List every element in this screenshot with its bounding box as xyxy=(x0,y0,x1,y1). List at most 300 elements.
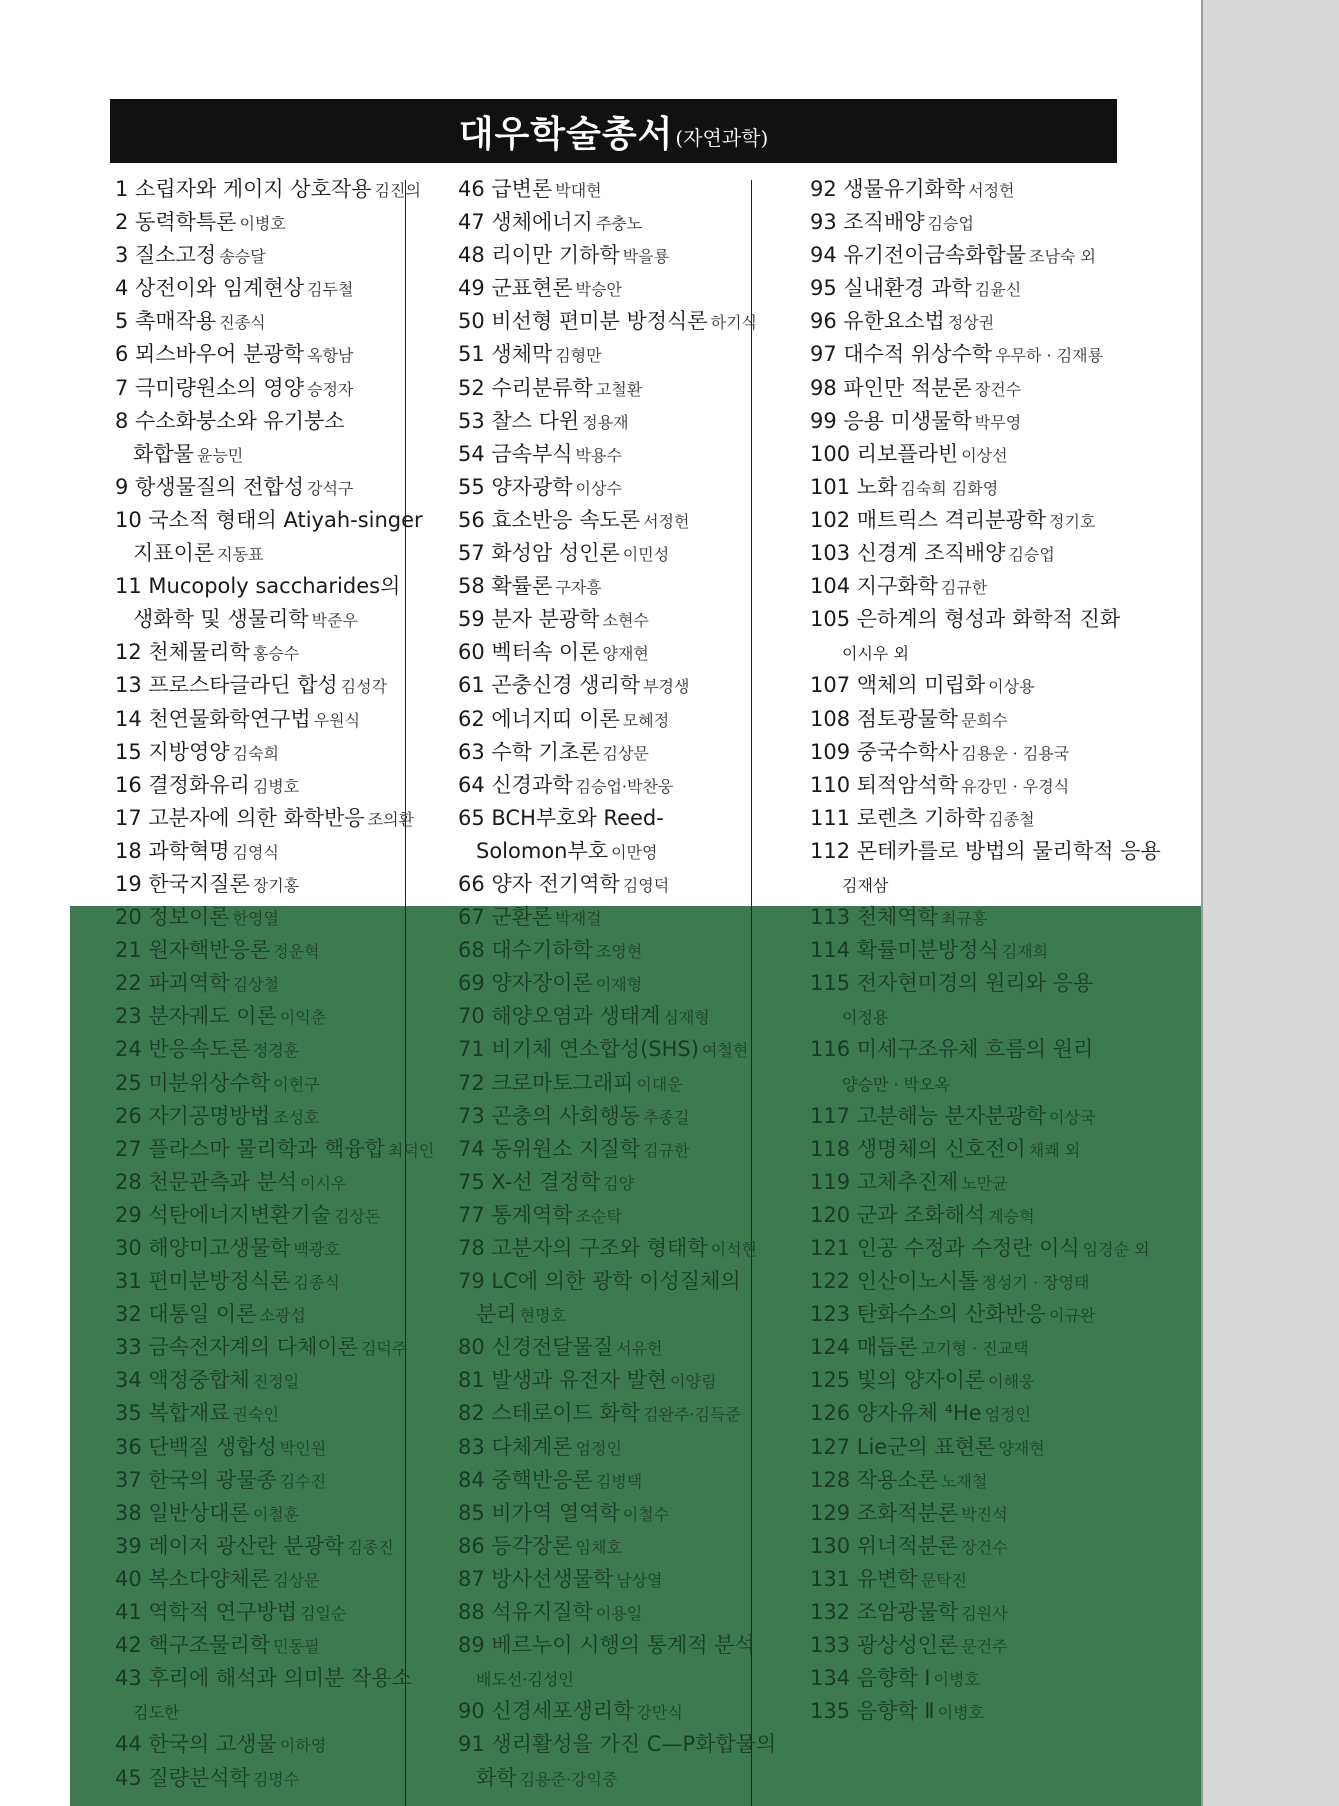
book-title: 43 후리에 해석과 의미분 작용소 xyxy=(115,1666,412,1691)
book-entry xyxy=(458,1033,758,1066)
book-entry xyxy=(115,769,405,802)
book-entry xyxy=(810,1033,1140,1066)
book-author: 정성기 · 장영태 xyxy=(981,1273,1090,1293)
book-title: 85 비가역 열역학 xyxy=(458,1500,620,1525)
book-author: 조영현 xyxy=(595,942,643,962)
book-author: 문건주 xyxy=(961,1637,1008,1657)
book-author: 주충노 xyxy=(595,214,643,234)
book-title: 102 매트릭스 격리분광학 xyxy=(810,507,1047,532)
book-title: 64 신경과학 xyxy=(458,772,573,797)
book-entry xyxy=(810,173,1140,206)
book-entry xyxy=(115,570,405,603)
book-title: 28 천문관측과 분석 xyxy=(115,1169,298,1194)
book-entry xyxy=(810,1662,1140,1695)
book-title: 21 원자핵반응론 xyxy=(115,938,271,963)
book-entry xyxy=(810,1464,1140,1497)
book-author: 조의환 xyxy=(367,809,414,829)
book-author: 이시우 xyxy=(300,1173,347,1193)
book-title: 45 질량분석학 xyxy=(115,1765,250,1790)
book-author: 김수진 xyxy=(279,1471,327,1491)
book-entry xyxy=(458,1530,758,1563)
book-entry xyxy=(458,1728,777,1761)
book-author: 김규한 xyxy=(643,1140,690,1160)
book-title: 22 파괴역학 xyxy=(115,971,230,996)
book-title: 68 대수기하학 xyxy=(458,938,593,963)
book-entry xyxy=(458,1397,758,1430)
book-author: 김영식 xyxy=(232,842,279,862)
book-title: 5 촉매작용 xyxy=(115,309,217,334)
book-entry xyxy=(458,636,758,669)
book-title: 93 조직배양 xyxy=(810,210,925,235)
book-entry xyxy=(115,1464,405,1497)
book-title: 48 리이만 기하학 xyxy=(458,243,620,268)
book-title: 9 항생물질의 전합성 xyxy=(115,474,304,499)
book-title: 57 화성암 성인론 xyxy=(458,541,620,566)
column-divider xyxy=(405,180,406,1806)
book-title: 23 분자궤도 이론 xyxy=(115,1004,277,1029)
book-title: 103 신경계 조직배양 xyxy=(810,541,1006,566)
book-author: 김두철 xyxy=(307,280,354,300)
book-title: 배도선·김성인 xyxy=(476,1670,574,1690)
book-author: 김일순 xyxy=(300,1604,347,1624)
book-title: 87 방사선생물학 xyxy=(458,1566,614,1591)
book-entry xyxy=(115,1530,405,1563)
book-title: 113 천체역학 xyxy=(810,905,938,930)
book-entry xyxy=(115,372,405,405)
book-author: 김승업·박찬웅 xyxy=(575,776,674,796)
book-entry xyxy=(810,504,1140,537)
book-title: 44 한국의 고생물 xyxy=(115,1732,277,1757)
book-entry xyxy=(115,1662,412,1695)
book-title: 130 위너적분론 xyxy=(810,1533,959,1558)
book-author: 이상선 xyxy=(961,445,1008,465)
book-author: 현명호 xyxy=(519,1306,566,1326)
book-entry xyxy=(810,769,1140,802)
book-author: 우원식 xyxy=(313,710,361,730)
book-entry xyxy=(115,1232,405,1265)
book-author: 윤능민 xyxy=(196,445,244,465)
book-author: 문희수 xyxy=(961,710,1008,730)
book-title: 38 일반상대론 xyxy=(115,1500,250,1525)
book-author: 노재철 xyxy=(940,1471,988,1491)
book-author: 김용준·강익중 xyxy=(519,1769,618,1789)
book-title: 분리 xyxy=(476,1302,517,1327)
book-title: 53 찰스 다윈 xyxy=(458,408,580,433)
book-title: 81 발생과 유전자 발현 xyxy=(458,1368,668,1393)
book-entry xyxy=(458,173,758,206)
book-title: 지표이론 xyxy=(133,541,215,566)
book-author: 지동표 xyxy=(217,545,264,565)
book-author: 진종식 xyxy=(219,313,266,333)
book-entry xyxy=(115,239,405,272)
book-title: 83 다체계론 xyxy=(458,1434,573,1459)
book-title: 52 수리분류학 xyxy=(458,375,593,400)
book-title: 116 미세구조유체 흐름의 원리 xyxy=(810,1037,1094,1062)
book-author: 심재형 xyxy=(663,1008,710,1028)
book-author: 정용재 xyxy=(582,412,629,432)
book-title: 90 신경세포생리학 xyxy=(458,1699,634,1724)
book-title: 이정용 xyxy=(842,1008,889,1028)
book-author: 김종진 xyxy=(347,1537,394,1557)
book-author: 소광섭 xyxy=(259,1306,306,1326)
book-title: 133 광상성인론 xyxy=(810,1633,959,1658)
book-author: 추종길 xyxy=(643,1107,690,1127)
book-title: 15 지방영양 xyxy=(115,739,230,764)
book-entry xyxy=(810,1265,1140,1298)
book-entry xyxy=(810,1166,1140,1199)
book-title: 30 해양미고생물학 xyxy=(115,1236,291,1260)
book-title: 127 Lie군의 표현론 xyxy=(810,1434,996,1459)
book-entry xyxy=(458,736,758,769)
book-entry xyxy=(115,1364,405,1397)
book-entry xyxy=(115,1695,405,1728)
book-author: 계승혁 xyxy=(988,1206,1035,1226)
book-author: 임경순 외 xyxy=(1082,1240,1150,1259)
book-entry xyxy=(458,537,758,570)
book-entry xyxy=(458,1067,758,1100)
book-entry xyxy=(810,471,1140,504)
book-entry xyxy=(458,1662,758,1695)
book-entry xyxy=(115,1166,405,1199)
book-author: 김승업 xyxy=(1008,545,1055,565)
book-entry xyxy=(810,1232,1150,1265)
book-author: 모혜정 xyxy=(622,710,670,730)
book-author: 박용수 xyxy=(575,445,622,465)
book-entry xyxy=(115,736,405,769)
book-title: 3 질소고정 xyxy=(115,243,217,268)
book-title: 66 양자 전기역학 xyxy=(458,871,620,896)
book-title: 111 로렌츠 기하학 xyxy=(810,805,986,830)
book-author: 이상국 xyxy=(1049,1107,1096,1127)
book-entry xyxy=(115,272,405,305)
book-entry xyxy=(115,206,405,239)
book-entry xyxy=(458,1166,758,1199)
book-author: 엄정인 xyxy=(984,1405,1032,1425)
book-entry xyxy=(810,802,1140,835)
book-title: 71 비기체 연소합성(SHS) xyxy=(458,1037,699,1062)
book-author: 김완주·김득준 xyxy=(643,1405,741,1425)
book-entry xyxy=(810,405,1140,438)
book-entry xyxy=(458,1629,758,1662)
book-title: 65 BCH부호와 Reed- xyxy=(458,805,664,830)
book-entry xyxy=(115,835,405,868)
book-entry xyxy=(458,239,758,272)
book-title: 129 조화적분론 xyxy=(810,1500,959,1525)
book-entry xyxy=(810,1199,1140,1232)
book-entry xyxy=(115,1067,405,1100)
book-entry xyxy=(115,1199,405,1232)
book-author: 진정일 xyxy=(252,1372,300,1392)
book-title: 59 분자 분광학 xyxy=(458,607,600,632)
book-author: 서정헌 xyxy=(968,181,1015,200)
book-title: 27 플라스마 물리학과 핵융합 xyxy=(115,1136,385,1161)
book-author: 김재희 xyxy=(1001,942,1049,962)
book-title: 97 대수적 위상수학 xyxy=(810,342,993,367)
book-author: 이만영 xyxy=(611,842,658,862)
book-title: 99 응용 미생물학 xyxy=(810,408,972,433)
book-title: 63 수학 기초론 xyxy=(458,739,600,764)
book-entry xyxy=(458,1199,758,1232)
column-2 xyxy=(458,173,777,1795)
book-author: 김숙희 김화영 xyxy=(900,478,999,498)
book-entry xyxy=(810,272,1140,305)
book-author: 박대현 xyxy=(555,181,602,200)
book-entry xyxy=(115,405,405,438)
book-author: 강만식 xyxy=(636,1703,683,1723)
book-entry xyxy=(458,272,758,305)
book-author: 하기식 xyxy=(710,313,757,333)
book-title: 24 반응속도론 xyxy=(115,1037,250,1062)
book-title: 2 동력학특론 xyxy=(115,210,237,235)
book-entry xyxy=(115,173,421,206)
book-author: 고철환 xyxy=(595,379,643,399)
series-header xyxy=(110,99,1117,163)
book-entry xyxy=(810,1497,1140,1530)
book-author: 이병호 xyxy=(937,1703,985,1723)
book-entry xyxy=(458,603,758,636)
book-author: 구자흥 xyxy=(555,578,602,598)
book-entry xyxy=(458,967,758,1000)
book-title: 60 벡터속 이론 xyxy=(458,640,600,665)
book-entry xyxy=(115,703,405,736)
book-title: 31 편미분방정식론 xyxy=(115,1269,291,1294)
book-entry xyxy=(115,1100,405,1133)
book-author: 고기형 · 진교택 xyxy=(920,1339,1029,1359)
book-title: 33 금속전자계의 다체이론 xyxy=(115,1335,358,1360)
book-entry xyxy=(115,1397,405,1430)
book-title: 108 점토광물학 xyxy=(810,706,959,731)
book-entry xyxy=(115,537,405,570)
book-title: 41 역학적 연구방법 xyxy=(115,1600,298,1625)
book-author: 조남숙 외 xyxy=(1028,247,1096,267)
book-entry xyxy=(115,636,405,669)
book-title: 14 천연물화학연구법 xyxy=(115,706,311,731)
book-entry xyxy=(115,504,423,537)
column-3 xyxy=(810,173,1161,1728)
book-entry xyxy=(115,934,405,967)
book-entry xyxy=(458,1298,758,1331)
book-entry xyxy=(810,835,1161,868)
book-author: 박진석 xyxy=(961,1504,1008,1524)
book-title: 17 고분자에 의한 화학반응 xyxy=(115,805,365,830)
book-title: 132 조암광물학 xyxy=(810,1600,959,1625)
book-title: 124 매듭론 xyxy=(810,1335,918,1360)
book-title: 1 소립자와 게이지 상호작용 xyxy=(115,177,372,201)
book-entry xyxy=(458,1563,758,1596)
book-title: 김재삼 xyxy=(842,875,889,895)
book-title: 13 프로스타글라딘 합성 xyxy=(115,673,338,698)
book-entry xyxy=(115,1033,405,1066)
book-author: 이상용 xyxy=(988,677,1035,697)
book-entry xyxy=(458,769,758,802)
book-entry xyxy=(810,1067,1140,1100)
book-author: 이병호 xyxy=(239,214,286,234)
book-author: 김상문 xyxy=(602,743,649,763)
book-title: 105 은하계의 형성과 화학적 진화 xyxy=(810,607,1121,632)
book-entry xyxy=(810,1100,1140,1133)
book-author: 서정헌 xyxy=(643,511,690,531)
book-entry xyxy=(810,1364,1140,1397)
book-author: 민동필 xyxy=(273,1637,320,1657)
book-title: 11 Mucopoly saccharides의 xyxy=(115,574,401,599)
book-author: 김윤신 xyxy=(974,280,1022,300)
book-title: 135 음향학 Ⅱ xyxy=(810,1699,935,1724)
book-author: 김상돈 xyxy=(333,1206,381,1226)
book-entry xyxy=(810,338,1140,371)
book-author: 권숙인 xyxy=(232,1405,279,1425)
book-entry xyxy=(810,1629,1140,1662)
book-title: 73 곤충의 사회행동 xyxy=(458,1103,641,1128)
book-author: 김병택 xyxy=(595,1471,643,1491)
book-title: 화학 xyxy=(476,1765,517,1790)
book-title: 79 LC에 의한 광학 이성질체의 xyxy=(458,1269,741,1294)
book-entry xyxy=(115,901,405,934)
book-entry xyxy=(458,1464,758,1497)
book-author: 서유헌 xyxy=(616,1339,663,1359)
book-entry xyxy=(810,305,1140,338)
book-entry xyxy=(458,1497,758,1530)
book-title: 125 빛의 양자이론 xyxy=(810,1368,986,1393)
book-author: 김성각 xyxy=(340,677,388,697)
book-title: 115 전자현미경의 원리와 응용 xyxy=(810,971,1094,996)
book-author: 정상권 xyxy=(947,313,995,333)
book-entry xyxy=(810,239,1140,272)
book-author: 김규한 xyxy=(940,578,988,598)
book-entry xyxy=(458,1000,758,1033)
book-title: 61 곤충신경 생리학 xyxy=(458,673,641,698)
book-entry xyxy=(458,305,758,338)
book-title: 6 뫼스바우어 분광학 xyxy=(115,342,304,367)
book-entry xyxy=(115,1000,405,1033)
book-entry xyxy=(115,1563,405,1596)
book-entry xyxy=(458,1596,758,1629)
book-title: 114 확률미분방정식 xyxy=(810,938,999,963)
book-entry xyxy=(458,1695,758,1728)
book-entry xyxy=(810,703,1140,736)
book-author: 이익춘 xyxy=(279,1008,327,1028)
book-entry xyxy=(115,669,405,702)
book-title: 112 몬테카를로 방법의 물리학적 응용 xyxy=(810,838,1161,863)
book-author: 승정자 xyxy=(307,379,354,399)
book-author: 이병호 xyxy=(933,1670,980,1690)
book-title: 18 과학혁명 xyxy=(115,838,230,863)
book-author: 정운혁 xyxy=(273,942,320,962)
book-title: 104 지구화학 xyxy=(810,574,938,599)
book-entry xyxy=(458,438,758,471)
book-author: 옥항남 xyxy=(307,346,354,366)
book-author: 백광호 xyxy=(293,1240,340,1259)
series-subtitle: (자연과학) xyxy=(675,125,769,150)
book-title: 100 리보플라빈 xyxy=(810,441,959,466)
book-entry xyxy=(458,1100,758,1133)
book-author: 이민성 xyxy=(622,545,670,565)
book-entry xyxy=(810,206,1140,239)
book-author: 김양 xyxy=(603,1173,635,1193)
book-title: 이시우 외 xyxy=(842,644,909,664)
book-title: 110 퇴적암석학 xyxy=(810,772,959,797)
book-title: 92 생물유기화학 xyxy=(810,177,966,201)
book-author: 박무영 xyxy=(974,412,1022,432)
book-entry xyxy=(810,372,1140,405)
book-entry xyxy=(458,1364,758,1397)
book-author: 이규완 xyxy=(1049,1306,1096,1326)
book-author: 이현구 xyxy=(273,1074,320,1094)
book-title: 10 국소적 형태의 Atiyah-singer xyxy=(115,507,423,532)
book-author: 김종식 xyxy=(293,1273,340,1293)
book-title: 75 X-선 결정학 xyxy=(458,1169,601,1194)
book-title: 42 핵구조물리학 xyxy=(115,1633,271,1658)
book-title: 54 금속부식 xyxy=(458,441,573,466)
book-author: 박승안 xyxy=(575,280,622,300)
book-title: 35 복합재료 xyxy=(115,1401,230,1426)
book-author: 김덕주 xyxy=(360,1339,408,1359)
book-author: 홍승수 xyxy=(252,644,300,664)
book-author: 우무하 · 김재룡 xyxy=(995,346,1104,366)
book-title: 49 군표현론 xyxy=(458,276,573,301)
book-entry xyxy=(810,1133,1140,1166)
book-entry xyxy=(115,1431,405,1464)
book-author: 박준우 xyxy=(311,611,359,631)
book-entry xyxy=(810,1563,1140,1596)
book-author: 정경훈 xyxy=(252,1041,300,1061)
book-entry xyxy=(458,1431,758,1464)
book-title: 25 미분위상수학 xyxy=(115,1070,271,1095)
book-entry xyxy=(115,471,405,504)
book-author: 이양림 xyxy=(670,1372,717,1392)
book-author: 최규홍 xyxy=(940,909,988,929)
book-title: 101 노화 xyxy=(810,474,898,499)
book-author: 김승업 xyxy=(927,214,974,234)
book-title: 95 실내환경 과학 xyxy=(810,276,972,301)
book-title: 86 등각장론 xyxy=(458,1533,573,1558)
book-author: 이재형 xyxy=(595,975,643,995)
book-title: 67 군환론 xyxy=(458,905,553,930)
book-entry xyxy=(115,967,405,1000)
book-entry xyxy=(458,1265,758,1298)
book-title: 121 인공 수정과 수정란 이식 xyxy=(810,1236,1080,1260)
book-title: 7 극미량원소의 영양 xyxy=(115,375,304,400)
book-title: 80 신경전달물질 xyxy=(458,1335,614,1360)
book-title: 19 한국지질론 xyxy=(115,871,250,896)
book-title: 84 중핵반응론 xyxy=(458,1467,593,1492)
book-author: 정기호 xyxy=(1049,511,1096,531)
book-entry xyxy=(115,1596,405,1629)
book-title: 37 한국의 광물종 xyxy=(115,1467,277,1492)
book-title: 107 액체의 미립화 xyxy=(810,673,986,698)
book-entry xyxy=(458,1133,758,1166)
book-author: 이하영 xyxy=(279,1736,327,1756)
book-title: 16 결정화유리 xyxy=(115,772,250,797)
book-title: 62 에너지띠 이론 xyxy=(458,706,620,731)
book-title: 생화학 및 생물리학 xyxy=(133,607,309,632)
book-author: 문탁진 xyxy=(920,1570,967,1590)
book-entry xyxy=(458,901,758,934)
book-entry xyxy=(810,934,1140,967)
book-title: Solomon부호 xyxy=(476,838,609,863)
book-title: 117 고분해능 분자분광학 xyxy=(810,1103,1047,1128)
book-author: 이철훈 xyxy=(252,1504,300,1524)
book-author: 김명수 xyxy=(252,1769,300,1789)
book-author: 이대운 xyxy=(636,1074,683,1094)
book-entry xyxy=(115,305,405,338)
book-title: 55 양자광학 xyxy=(458,474,573,499)
book-entry xyxy=(810,636,1140,669)
book-title: 72 크로마토그래피 xyxy=(458,1070,634,1095)
book-entry xyxy=(458,868,758,901)
book-author: 김원사 xyxy=(961,1604,1008,1624)
book-title: 26 자기공명방법 xyxy=(115,1103,271,1128)
book-entry xyxy=(810,868,1140,901)
